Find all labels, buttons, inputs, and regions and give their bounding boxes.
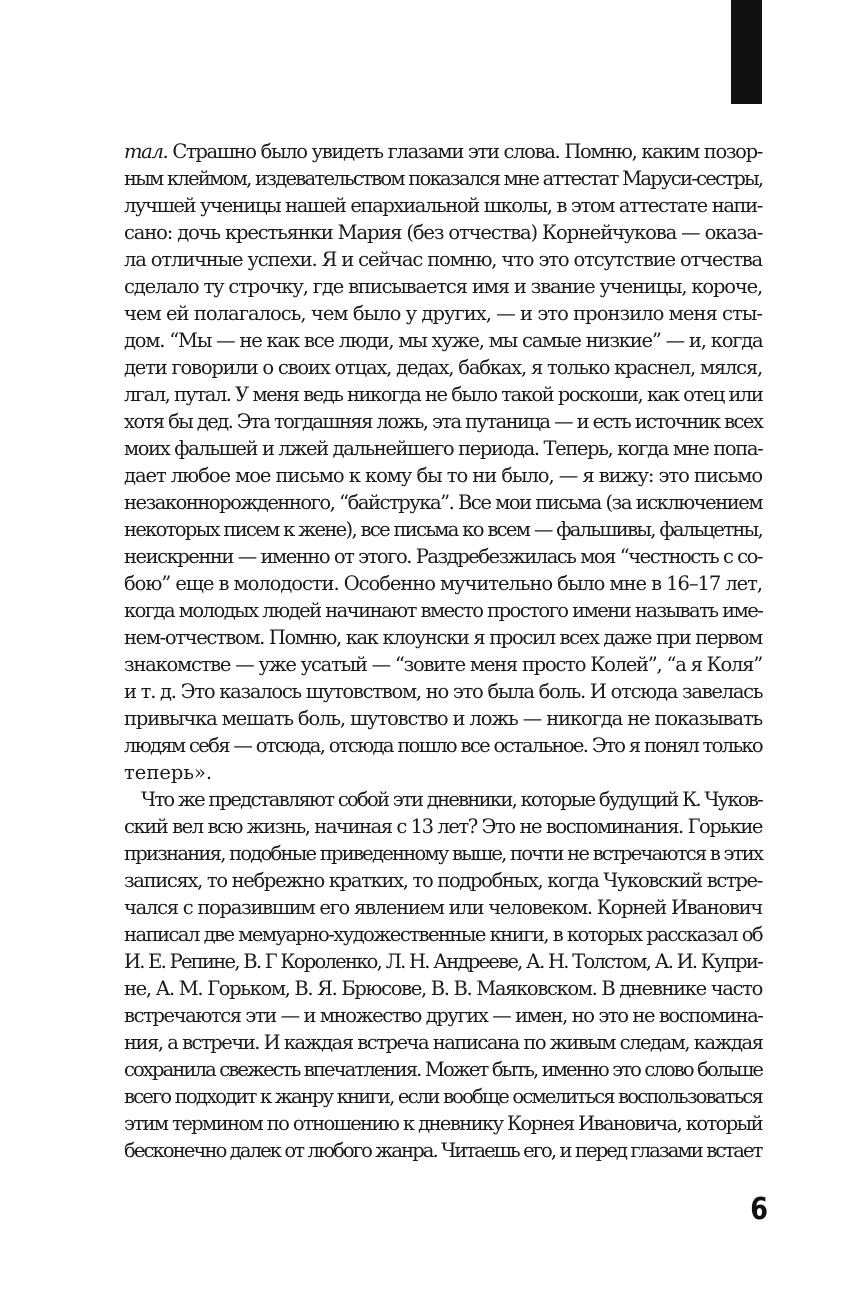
text-line: ния, а встречи. И каждая встреча написана по живым следам, каждая [124,1031,763,1054]
paragraph-2 [124,786,762,1164]
chapter-tab-marker [731,0,762,104]
text-line: этим термином по отношению к дневнику Корнея Ивановича, который [124,1112,762,1135]
text-line: лгал, путал. У меня ведь никогда не было такой роскоши, как отец или [124,383,763,406]
text-line: Что же представляют собой эти дневники, которые будущий К. Чуков- [141,788,762,811]
text-line: незаконнорожденного, “байструка”. Все мои письма (за исключением [124,491,762,514]
text-line: не, А. М. Горьком, В. Я. Брюсове, В. В. Маяковском. В дневнике часто [124,977,762,1000]
text-line: хотя бы дед. Эта тогдашняя ложь, эта путаница — и есть источник всех [124,410,763,433]
text-line: моих фальшей и лжей дальнейшего периода. Теперь, когда мне попа- [124,437,763,460]
text-line: дом. “Мы — не как все люди, мы хуже, мы самые низкие” — и, когда [124,329,763,352]
text-line: ным клеймом, издевательством показался мне аттестат Маруси-сестры, [124,167,763,190]
page-text-body [124,138,762,1164]
text-line: дает любое мое письмо к кому бы то ни было, — я вижу: это письмо [124,464,762,487]
text-line: написал две мемуарно-художественные книги, в которых рассказал об [124,923,763,946]
text-line: теперь». [124,761,213,784]
text-line: ский вел всю жизнь, начиная с 13 лет? Это не воспоминания. Горькие [124,815,762,838]
text-line: признания, подобные приведенному выше, почти не встречаются в этих [124,842,763,865]
text-line: бесконечно далек от любого жанра. Читаешь его, и перед глазами встает [124,1139,762,1162]
text-line: людям себя — отсюда, отсюда пошло все остальное. Это я понял только [124,734,762,757]
text-line: чался с поразившим его явлением или человеком. Корней Иванович [124,896,762,919]
text-line: дети говорили о своих отцах, дедах, бабках, я только краснел, мялся, [124,356,762,379]
text-line: сохранила свежесть впечатления. Может быть, именно это слово больше [124,1058,762,1081]
text-line: когда молодых людей начинают вместо простого имени называть име- [124,599,763,622]
text-line: И. Е. Репине, В. Г Короленко, Л. Н. Андрееве, А. Н. Толстом, А. И. Купри- [124,950,762,973]
text-line: встречаются эти — и множество других — имен, но это не воспомина- [124,1004,763,1027]
text-line: ла отличные успехи. Я и сейчас помню, что это отсутствие отчества [124,248,762,271]
page-number: 6 [750,1192,768,1227]
text-line: нем-отчеством. Помню, как клоунски я просил всех даже при первом [124,626,762,649]
text-line: знакомстве — уже усатый — “зовите меня просто Колей”, “а я Коля” [124,653,762,676]
text-line: чем ей полагалось, чем было у других, — и это пронзило меня сты- [124,302,762,325]
text-line: сано: дочь крестьянки Мария (без отчества) Корнейчукова — оказа- [124,221,763,244]
text-line: бою” еще в молодости. Особенно мучительно было мне в 16–17 лет, [124,572,762,595]
text-line: лучшей ученицы нашей епархиальной школы, в этом аттестате напи- [124,194,762,217]
text-line: тал. Страшно было увидеть глазами эти слова. Помню, каким позор- [124,140,762,163]
text-line: и т. д. Это казалось шутовством, но это была боль. И отсюда завелась [124,680,763,703]
text-line: некоторых писем к жене), все письма ко всем — фальшивы, фальцетны, [124,518,762,541]
text-line: всего подходит к жанру книги, если вообще осмелиться воспользоваться [124,1085,762,1108]
text-line: неискренни — именно от этого. Раздребезжилась моя “честность с со- [124,545,762,568]
text-line: записях, то небрежно кратких, то подробных, когда Чуковский встре- [124,869,762,892]
paragraph-1 [124,138,762,786]
text-line: привычка мешать боль, шутовство и ложь — никогда не показывать [124,707,762,730]
text-line: сделало ту строчку, где вписывается имя и звание ученицы, короче, [124,275,762,298]
